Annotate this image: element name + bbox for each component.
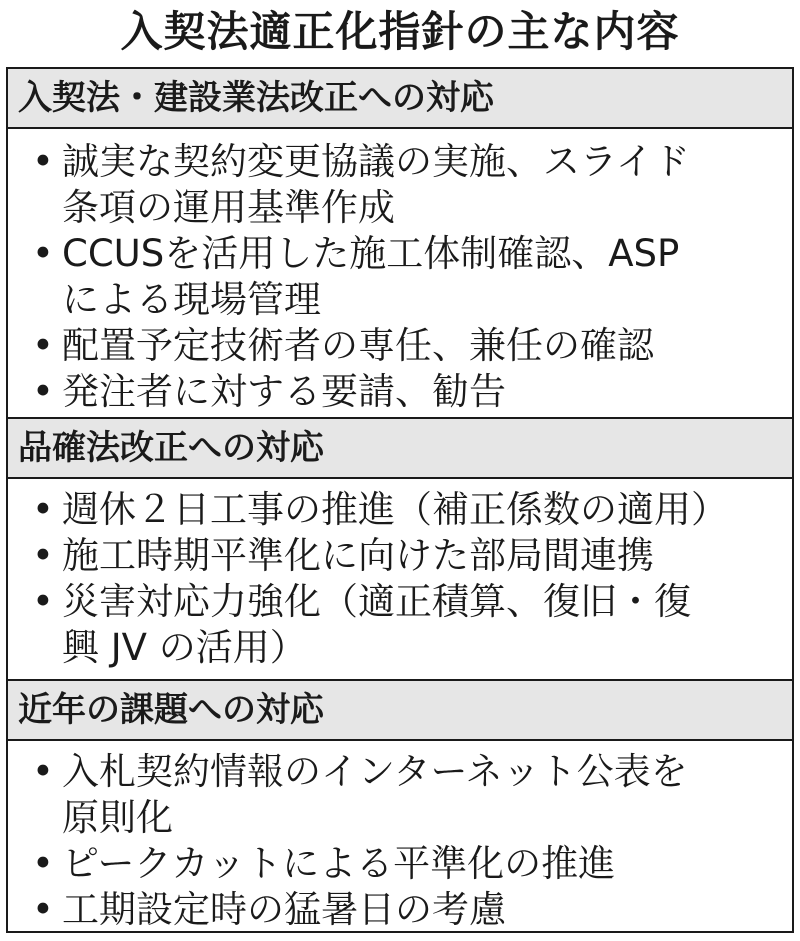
bullet-icon: •	[32, 580, 54, 623]
list-item	[22, 231, 792, 323]
item-text: CCUSを活用した施工体制確認、ASP	[62, 232, 680, 275]
list-item	[22, 887, 792, 933]
item-list	[8, 749, 792, 933]
item-text: 入札契約情報のインターネット公表を	[62, 750, 688, 793]
list-item	[22, 579, 792, 671]
item-text: 原則化	[62, 796, 173, 839]
bullet-icon: •	[32, 232, 54, 275]
list-item	[22, 139, 792, 231]
bullet-icon: •	[32, 842, 54, 885]
item-list	[8, 487, 792, 671]
item-text: による現場管理	[62, 278, 321, 321]
page-title: 入契法適正化指針の主な内容	[120, 7, 680, 56]
section-body-1	[8, 129, 792, 419]
item-text: 誠実な契約変更協議の実施、スライド	[62, 140, 690, 183]
item-text: ピークカットによる平準化の推進	[62, 842, 616, 885]
section-body-2	[8, 479, 792, 681]
item-text: 条項の運用基準作成	[62, 186, 395, 229]
item-text: 工期設定時の猛暑日の考慮	[62, 888, 506, 931]
section-header-2: 品確法改正への対応	[8, 419, 792, 479]
list-item	[22, 841, 792, 887]
list-item	[22, 749, 792, 841]
bullet-icon: •	[32, 370, 54, 413]
bullet-icon: •	[32, 534, 54, 577]
item-list	[8, 139, 792, 415]
bullet-icon: •	[32, 324, 54, 367]
content-box	[6, 67, 794, 933]
item-text: 災害対応力強化（適正積算、復旧・復	[62, 580, 691, 623]
bullet-icon: •	[32, 750, 54, 793]
section-header-1: 入契法・建設業法改正への対応	[8, 69, 792, 129]
bullet-icon: •	[32, 488, 54, 531]
item-text: 興 JV の活用）	[62, 626, 307, 669]
item-text: 配置予定技術者の専任、兼任の確認	[62, 324, 654, 367]
list-item	[22, 487, 792, 533]
list-item	[22, 369, 792, 415]
item-text: 週休２日工事の推進（補正係数の適用）	[62, 488, 728, 531]
section-header-3: 近年の課題への対応	[8, 681, 792, 741]
list-item	[22, 533, 792, 579]
section-body-3	[8, 741, 792, 931]
item-text: 施工時期平準化に向けた部局間連携	[62, 534, 654, 577]
list-item	[22, 323, 792, 369]
item-text: 発注者に対する要請、勧告	[62, 370, 506, 413]
bullet-icon: •	[32, 140, 54, 183]
bullet-icon: •	[32, 888, 54, 931]
